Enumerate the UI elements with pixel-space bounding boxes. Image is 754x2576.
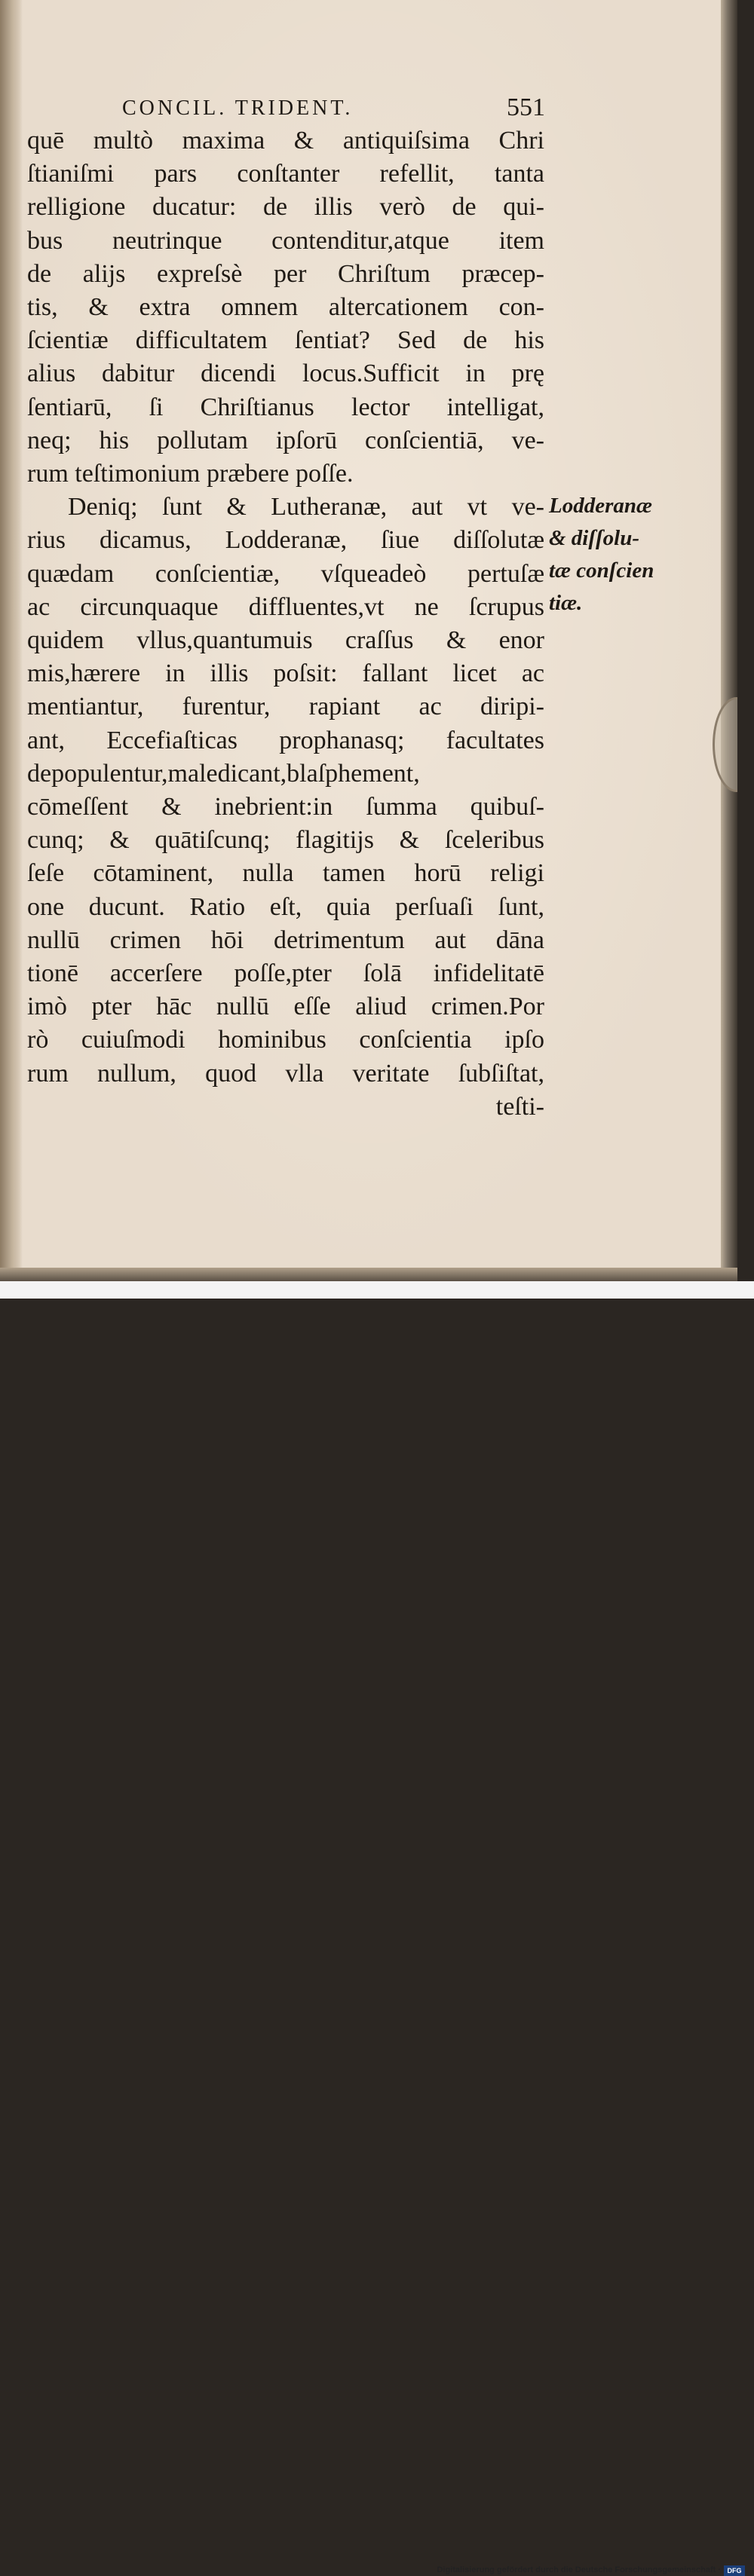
dfg-logo: DFG bbox=[724, 2565, 745, 2576]
marginal-note bbox=[549, 490, 677, 620]
page-gutter-shadow bbox=[0, 0, 23, 1281]
page-number: 551 bbox=[507, 93, 545, 121]
text-line: rius dicamus, Lodderanæ, ſiue diſſolutæ bbox=[27, 526, 544, 555]
text-line: tis, & extra omnem altercationem con- bbox=[27, 293, 544, 322]
text-line: depopulentur,maledicant,blaſphement, bbox=[27, 759, 420, 788]
text-line: quē multò maxima & antiquiſsima Chri bbox=[27, 127, 544, 154]
text-line: alius dabitur dicendi locus.Sufficit in prę bbox=[27, 359, 544, 388]
text-line: cunq; & quātiſcunq; flagitijs & ſceleribus bbox=[27, 826, 544, 855]
text-line: rum nullum, quod vlla veritate ſubſiſtat, bbox=[27, 1059, 544, 1088]
text-line: quidem vllus,quantumuis craſſus & enor bbox=[27, 626, 544, 655]
page-bottom-edge bbox=[0, 1268, 737, 1281]
text-line: bus neutrinque contenditur,atque item bbox=[27, 226, 544, 255]
text-line: ſentiarū, ſi Chriſtianus lector intelligat, bbox=[27, 393, 544, 421]
footer-strip bbox=[0, 1281, 754, 2574]
text-line: neq; his pollutam ipſorū conſcientiā, ve- bbox=[27, 426, 544, 454]
text-line: ac circunquaque diffluentes,vt ne ſcrupus bbox=[27, 592, 544, 621]
text-line: tionē accerſere poſſe,pter ſolā infidelitatē bbox=[27, 959, 544, 988]
body-text bbox=[27, 124, 544, 1124]
running-title: CONCIL. TRIDENT. bbox=[122, 96, 354, 120]
text-line: nullū crimen hōi detrimentum aut dāna bbox=[27, 925, 544, 954]
text-line: cōmeſſent & inebrient:in ſumma quibuſ- bbox=[27, 793, 544, 821]
text-line: one ducunt. Ratio eſt, quia perſuaſi ſunt, bbox=[27, 892, 544, 921]
book-clasp-shadow bbox=[713, 697, 737, 792]
book-page bbox=[0, 0, 737, 1281]
marginal-note-line: & diſſolu- bbox=[549, 526, 640, 550]
text-line: ſcientiæ difficultatem ſentiat? Sed de his bbox=[27, 326, 544, 355]
text-line: ant, Eccefiaſticas prophanasq; facultates bbox=[27, 726, 544, 754]
text-line: quædam conſcientiæ, vſqueadeò pertuſæ bbox=[27, 559, 544, 588]
marginal-note-line: Lodderanæ bbox=[549, 494, 652, 518]
text-line: imò pter hāc nullū eſſe aliud crimen.Por bbox=[27, 993, 544, 1021]
text-line: de alijs expreſsè per Chriſtum præcep- bbox=[27, 259, 544, 288]
text-line: rò cuiuſmodi hominibus conſcientia ipſo bbox=[27, 1026, 544, 1054]
text-line: rum teſtimonium præbere poſſe. bbox=[27, 460, 354, 488]
marginal-note-line: tiæ. bbox=[549, 591, 583, 615]
catchword: teſti- bbox=[495, 1092, 544, 1121]
text-line: mis,hærere in illis poſsit: fallant licet ac bbox=[27, 659, 544, 688]
marginal-note-line: tæ conſcien bbox=[549, 558, 654, 583]
text-line: relligione ducatur: de illis verò de qui- bbox=[27, 193, 544, 222]
text-line: mentiantur, furentur, rapiant ac diripi- bbox=[27, 693, 544, 721]
text-line: ſtianiſmi pars conſtanter refellit, tanta bbox=[27, 160, 544, 188]
text-line: ſeſe cōtaminent, nulla tamen horū religi bbox=[27, 859, 544, 888]
page-fore-edge bbox=[721, 0, 737, 1281]
paragraph-start-line: Deniq; ſunt & Lutheranæ, aut vt ve- bbox=[68, 493, 544, 522]
funding-credit: Digitalisierung gefördert durch die Deutsche Forschungsgemeinschaft · bbox=[437, 2565, 721, 2574]
